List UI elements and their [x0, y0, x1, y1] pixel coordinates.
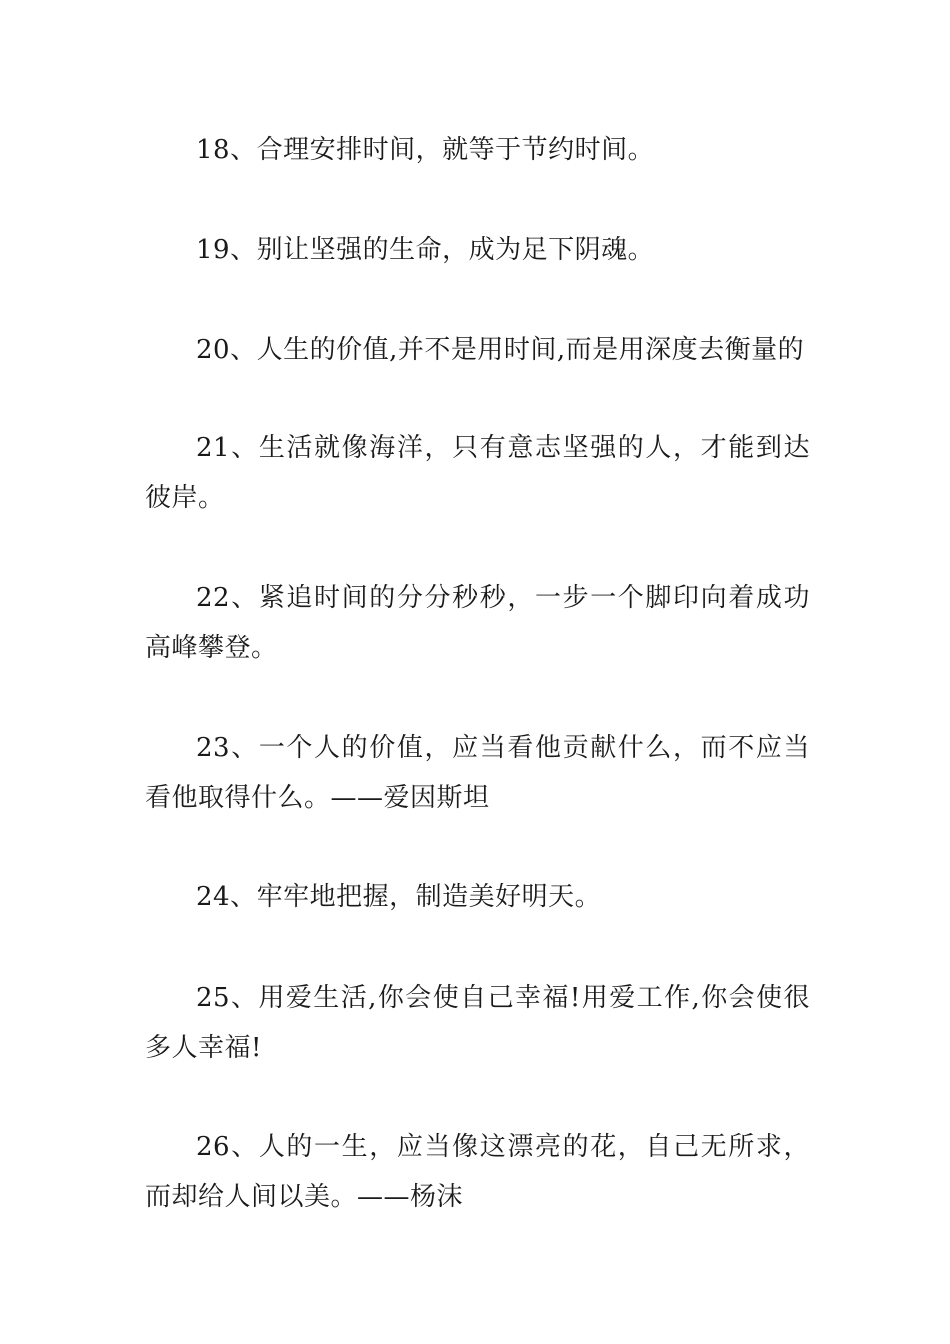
quote-paragraph-22: 22、紧追时间的分分秒秒，一步一个脚印向着成功高峰攀登。 [145, 583, 810, 663]
quote-paragraph-21: 21、生活就像海洋，只有意志坚强的人，才能到达彼岸。 [145, 433, 810, 513]
quote-paragraph-25: 25、用爱生活,你会使自己幸福!用爱工作,你会使很多人幸福! [145, 983, 810, 1063]
quote-paragraph-18: 18、合理安排时间，就等于节约时间。 [196, 135, 655, 165]
quote-paragraph-23: 23、一个人的价值，应当看他贡献什么，而不应当看他取得什么。——爱因斯坦 [145, 733, 810, 813]
quote-paragraph-19: 19、别让坚强的生命，成为足下阴魂。 [196, 235, 655, 265]
quote-paragraph-20: 20、人生的价值,并不是用时间,而是用深度去衡量的 [196, 335, 805, 365]
quote-paragraph-26: 26、人的一生，应当像这漂亮的花，自己无所求，而却给人间以美。——杨沫 [145, 1132, 810, 1212]
quote-paragraph-24: 24、牢牢地把握，制造美好明天。 [196, 882, 602, 912]
